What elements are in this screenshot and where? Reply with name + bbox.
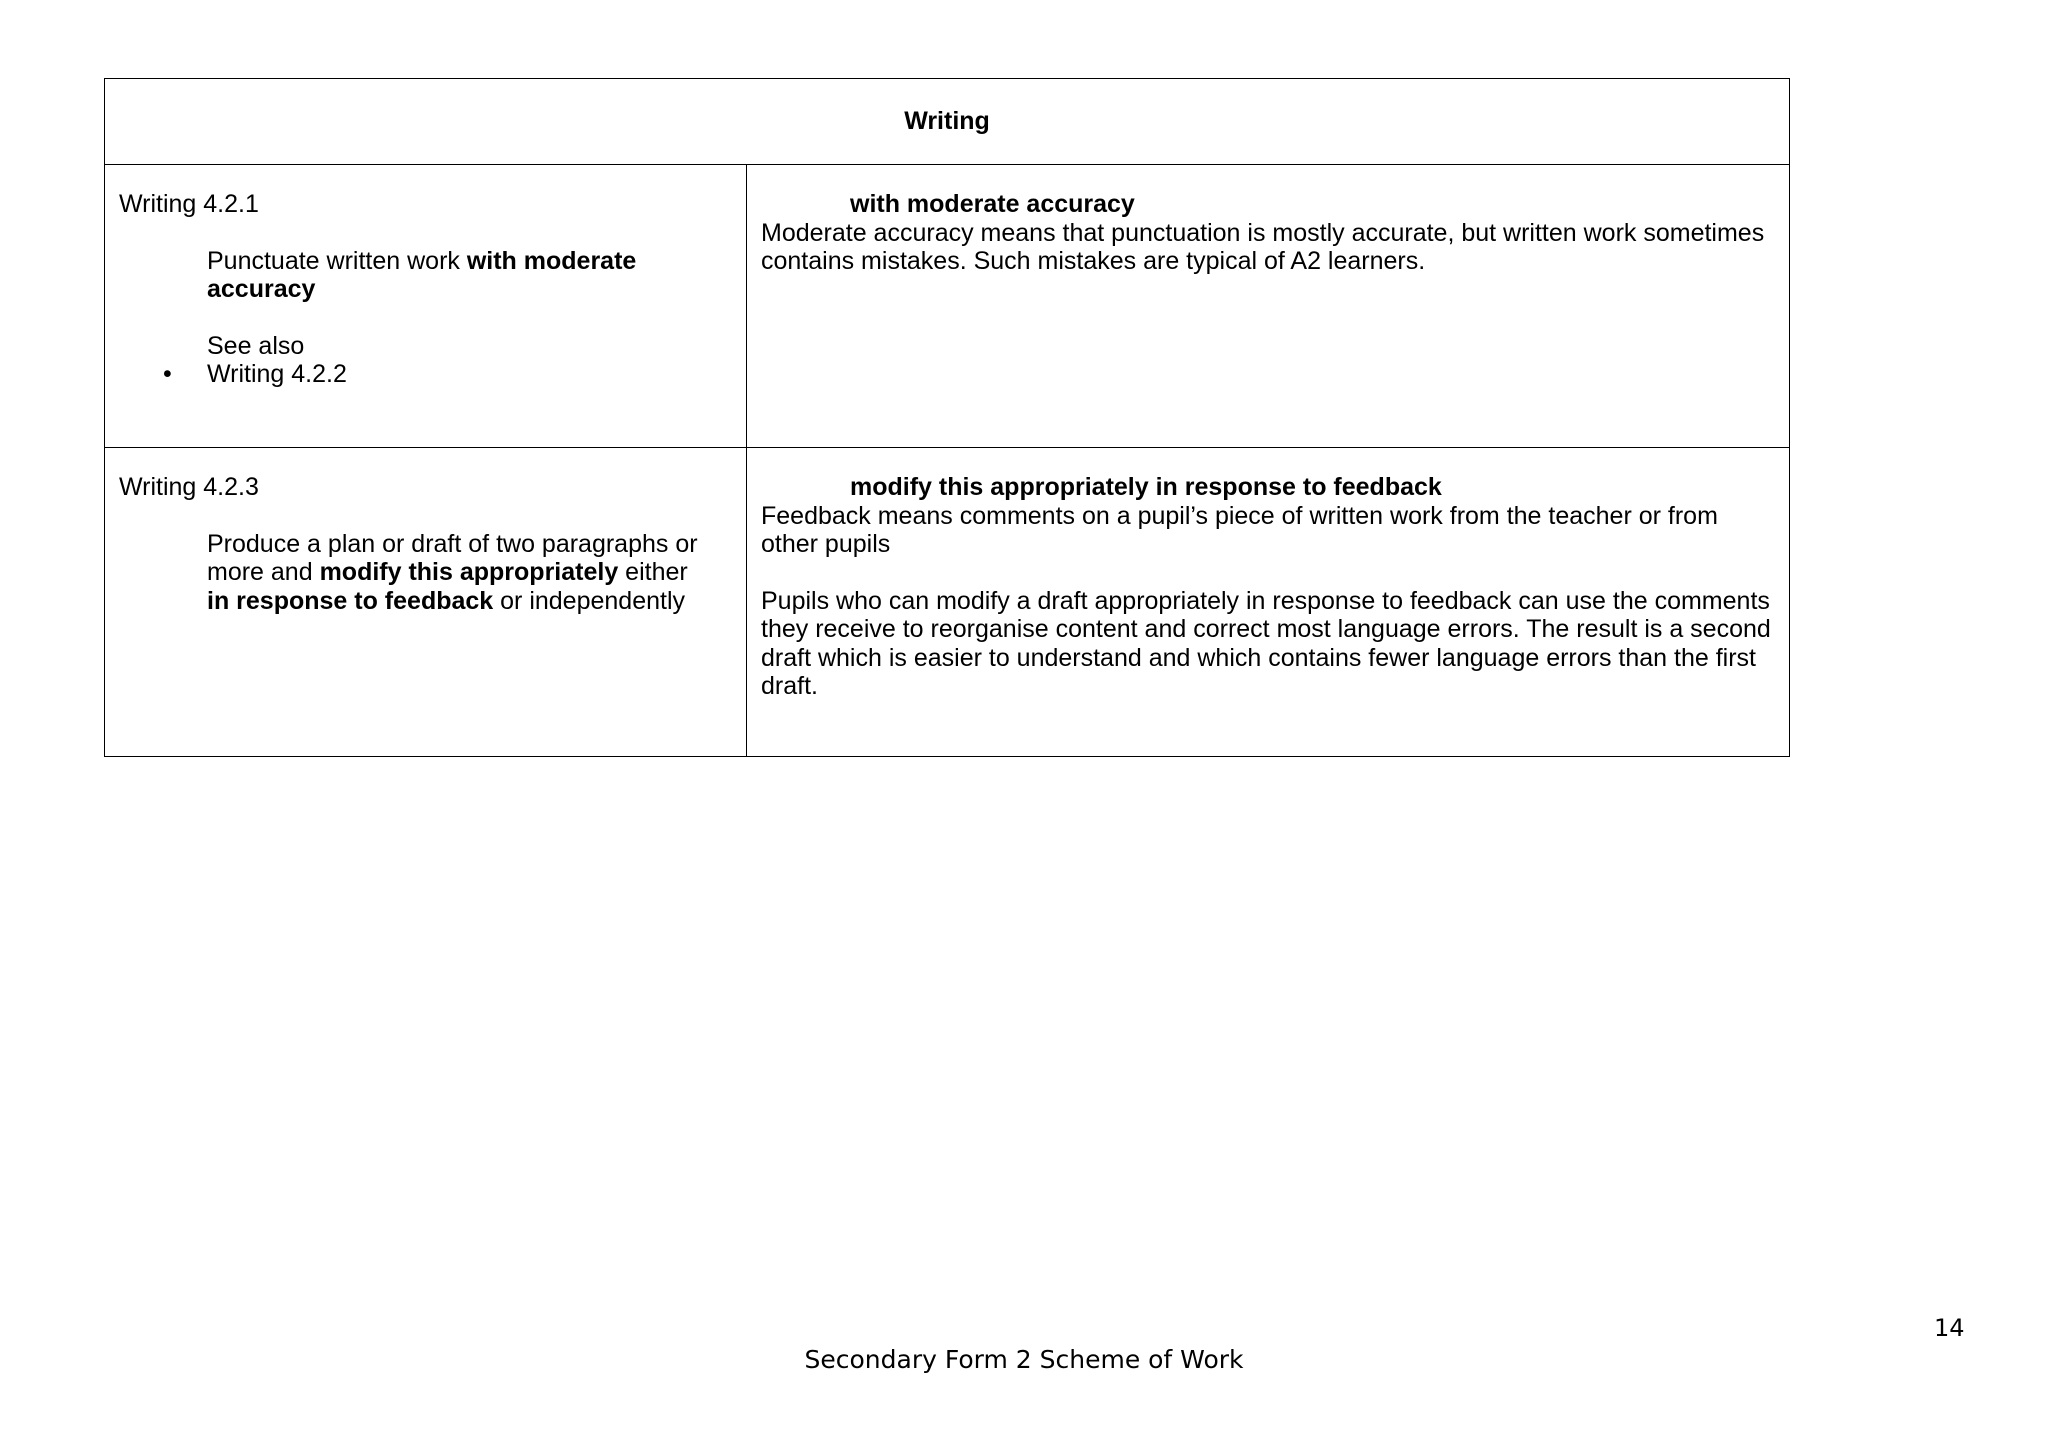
page-footer: Secondary Form 2 Scheme of Work [804,1345,1244,1374]
table-row [105,448,1790,757]
list-item [119,360,734,389]
standard-text-bold: modify this appropriately [319,558,619,586]
table-header: Writing [105,79,1790,165]
standard-text-part: or independently [493,586,686,615]
standard-text-bold: in response to feedback [207,586,494,615]
glossary-term: with moderate accuracy [850,190,1135,218]
glossary-cell [747,448,1790,757]
standard-cell [105,448,747,757]
standard-text-part: Produce a plan or draft of two paragraphs or more and [207,529,698,586]
page-number: 14 [1934,1314,1965,1342]
standard-code: Writing 4.2.1 [119,190,259,218]
glossary-term: modify this appropriately in response to feedback [850,473,1442,501]
standard-text [207,530,704,616]
see-also-label: See also [207,331,305,360]
standard-text [207,247,704,304]
standard-code: Writing 4.2.3 [119,473,259,501]
standard-cell [105,165,747,448]
glossary-definition: Feedback means comments on a pupil’s piece of written work from the teacher or from other pupils [761,501,1718,558]
writing-standards-table [104,78,1790,757]
see-also-item: Writing 4.2.2 [207,360,347,388]
table-row [105,165,1790,448]
glossary-definition: Moderate accuracy means that punctuation is mostly accurate, but written work sometimes contains mistakes. Such mistakes are typical of A2 learners. [761,218,1765,275]
standard-text-part: Punctuate written work [207,246,467,275]
bullet-icon: • [163,360,172,388]
standard-text-bold: with moderate accuracy [207,246,637,303]
standard-text-part: either [618,558,688,586]
see-also-list [119,360,734,389]
glossary-definition: Pupils who can modify a draft appropriately in response to feedback can use the comments they receive to reorganise content and correct most language errors. The result is a second draft which is easier to understand and which contains fewer language errors than the first draft. [761,586,1771,700]
glossary-cell [747,165,1790,448]
